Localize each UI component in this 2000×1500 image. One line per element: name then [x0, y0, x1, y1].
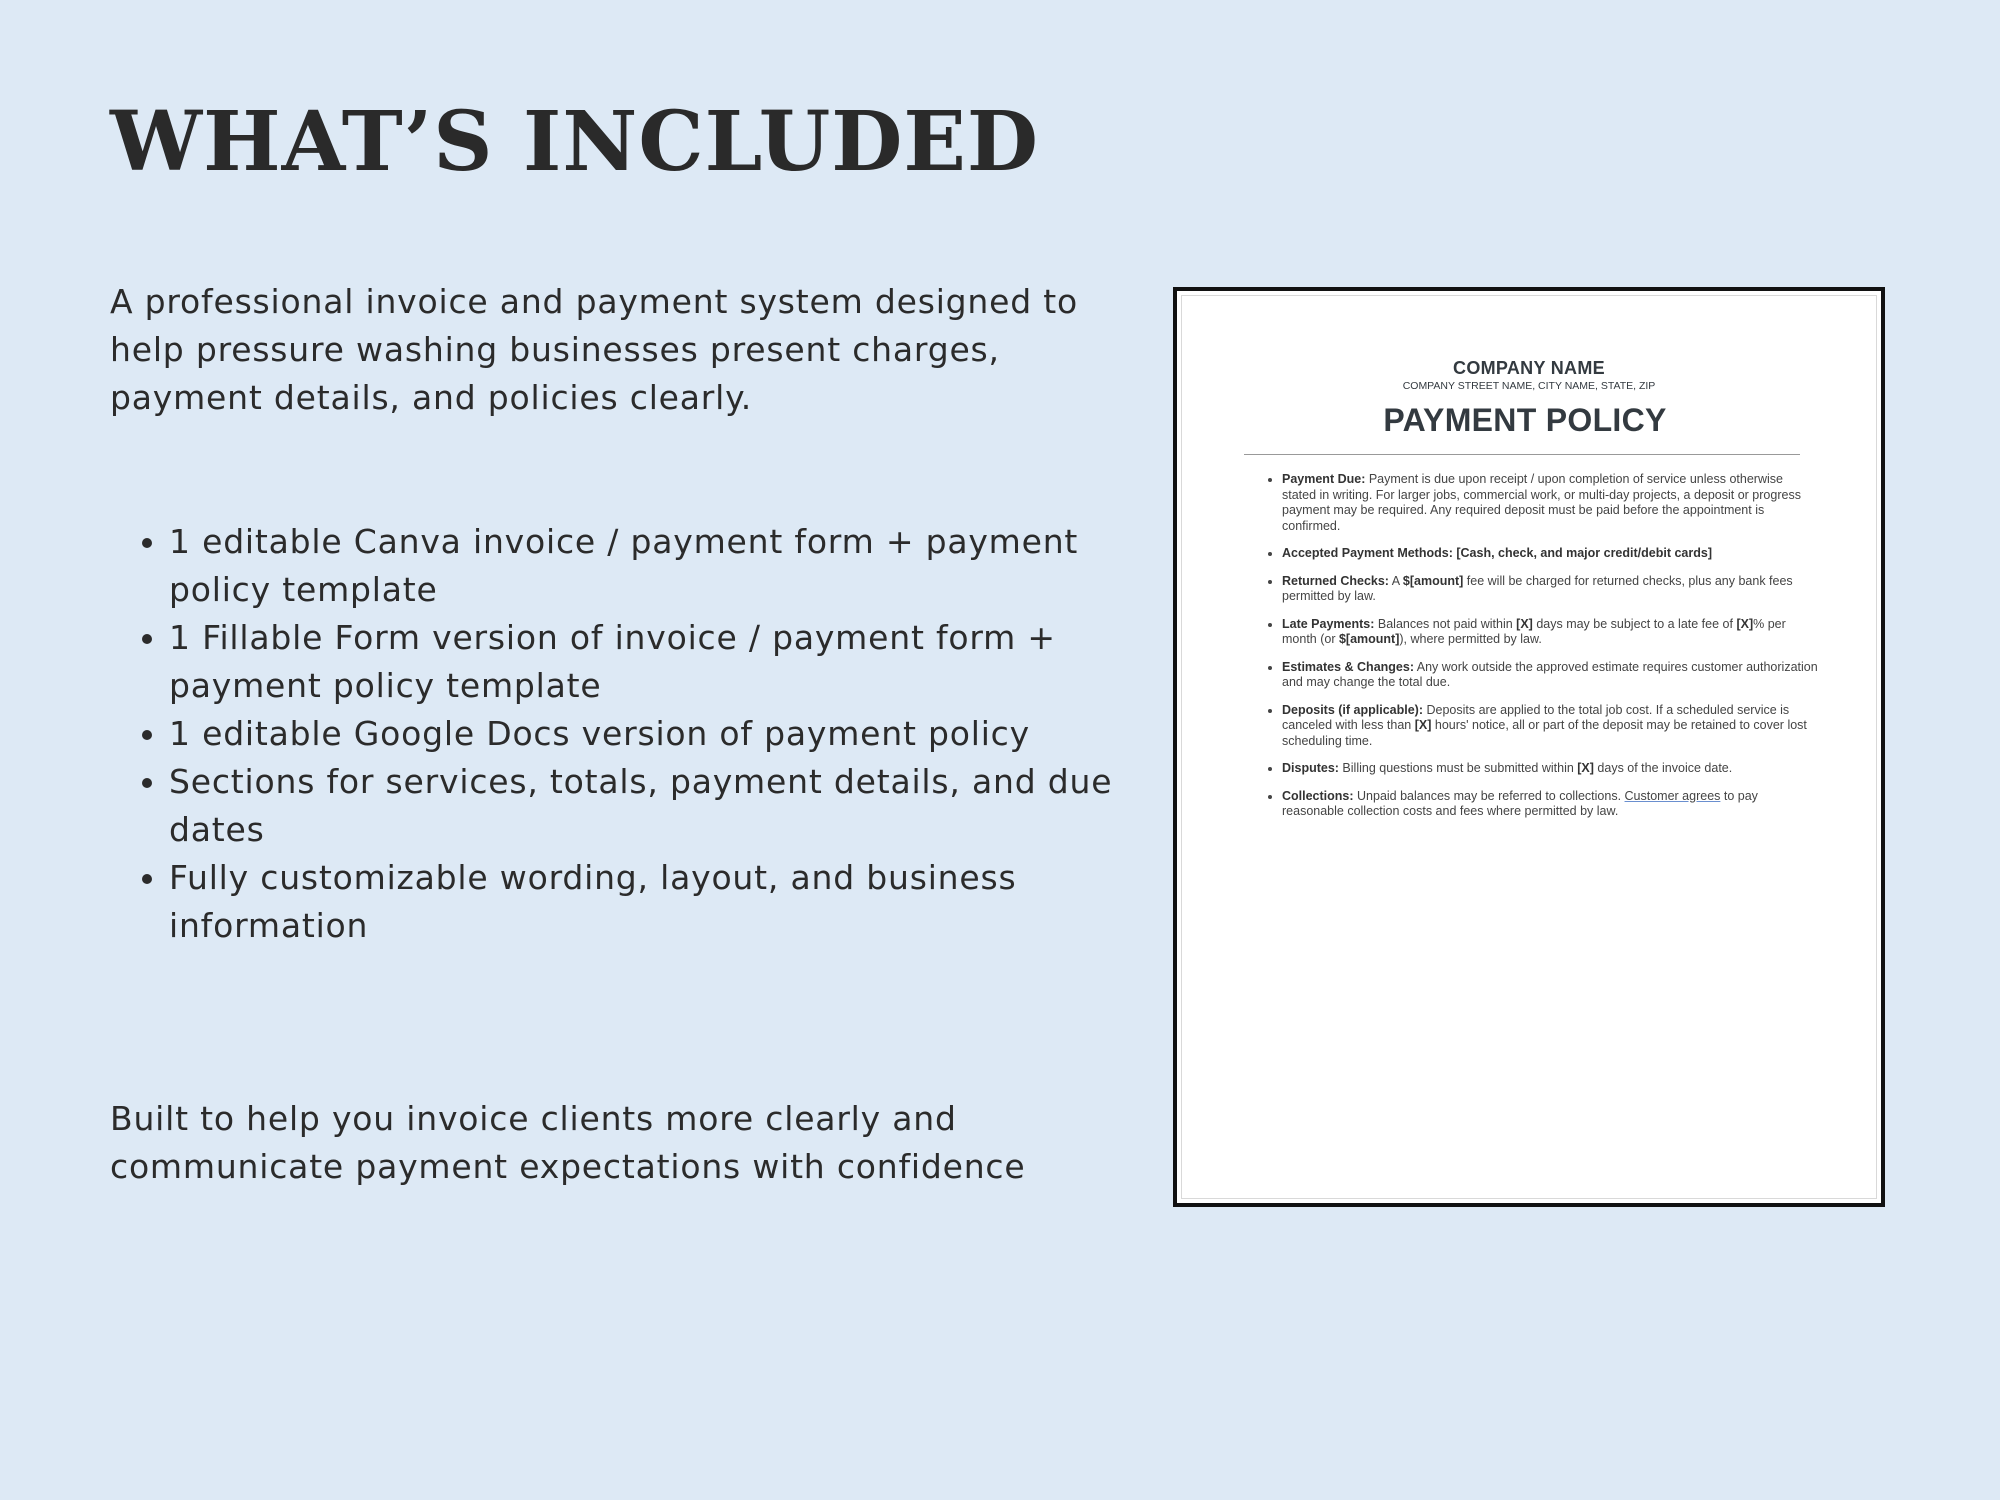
document-divider	[1244, 454, 1800, 455]
policy-label: Disputes:	[1282, 761, 1339, 775]
policy-item-returned-checks	[1282, 574, 1818, 605]
policy-label: Estimates & Changes:	[1282, 659, 1414, 674]
policy-text: to pay reasonable collection costs and fees where permitted by law.	[1282, 788, 1758, 818]
policy-text: Any work outside the approved estimate requires customer authorization and may change the total due.	[1282, 659, 1818, 689]
policy-placeholder: [X]	[1516, 616, 1533, 631]
document-company-name: COMPANY NAME	[1453, 358, 1605, 378]
policy-placeholder: $[amount]	[1402, 573, 1464, 588]
policy-text: % per month (or	[1282, 616, 1786, 646]
policy-item-collections	[1282, 789, 1818, 820]
policy-text: ), where permitted by law.	[1399, 632, 1542, 646]
policy-label: Deposits (if applicable):	[1282, 702, 1423, 717]
policy-list	[1244, 472, 1818, 832]
policy-text: Balances not paid within	[1374, 616, 1517, 631]
policy-item-payment-methods	[1282, 546, 1818, 562]
policy-text: days may be subject to a late fee of	[1532, 616, 1737, 631]
policy-text: fee will be charged for returned checks, plus any bank fees permitted by law.	[1282, 573, 1793, 603]
policy-text: Payment is due upon receipt / upon completion of service unless otherwise stated in writing. For larger jobs, commercial work, or multi-day projects, a deposit or progress payment may be required. Any required deposit must be paid before the appointment is confirmed.	[1282, 472, 1801, 533]
closing-paragraph: Built to help you invoice clients more clearly and communicate payment expectations with confidence	[110, 1099, 1026, 1186]
policy-item-estimates	[1282, 660, 1818, 691]
policy-text: days of the invoice date.	[1593, 761, 1733, 775]
document-preview	[1173, 287, 1885, 1207]
feature-item: • Fully customizable wording, layout, and business information	[169, 854, 1169, 950]
page-title: WHAT’S INCLUDED	[110, 94, 1040, 190]
policy-label: Payment Due:	[1282, 472, 1366, 486]
feature-item: • 1 editable Google Docs version of payment policy	[169, 710, 1169, 758]
policy-text: Billing questions must be submitted within	[1338, 761, 1578, 775]
policy-label: Accepted Payment Methods:	[1282, 546, 1453, 560]
document-title: PAYMENT POLICY	[1383, 402, 1667, 438]
policy-placeholder: [X]	[1414, 718, 1432, 732]
policy-text: Unpaid balances may be referred to collections.	[1353, 788, 1625, 803]
policy-placeholder: [X]	[1736, 616, 1754, 631]
policy-label: Collections:	[1282, 788, 1354, 803]
document-company-address: COMPANY STREET NAME, CITY NAME, STATE, ZIP	[1402, 380, 1656, 392]
policy-placeholder: [X]	[1577, 761, 1594, 775]
feature-item: • Sections for services, totals, payment details, and due dates	[169, 758, 1169, 854]
features-list	[110, 518, 1169, 950]
policy-placeholder: $[amount]	[1338, 632, 1400, 646]
policy-text: A	[1388, 573, 1403, 588]
policy-label: Late Payments:	[1282, 616, 1375, 631]
feature-item: • 1 editable Canva invoice / payment form + payment policy template	[169, 518, 1169, 614]
policy-item-late-payments	[1282, 617, 1818, 648]
document-page	[1181, 295, 1877, 1199]
feature-item: • 1 Fillable Form version of invoice / payment form + payment policy template	[169, 614, 1169, 710]
policy-value: [Cash, check, and major credit/debit cards]	[1452, 546, 1712, 560]
policy-underlined-text: Customer agrees	[1624, 788, 1721, 803]
policy-item-payment-due	[1282, 472, 1818, 534]
policy-text: hours' notice, all or part of the deposit may be retained to cover lost scheduling time.	[1282, 718, 1807, 748]
policy-text: Deposits are applied to the total job cost. If a scheduled service is canceled with less than	[1282, 702, 1790, 732]
policy-item-deposits	[1282, 703, 1818, 750]
policy-label: Returned Checks:	[1282, 573, 1389, 588]
intro-paragraph: A professional invoice and payment system designed to help pressure washing businesses present charges, payment details, and policies clearly.	[110, 282, 1079, 417]
policy-item-disputes	[1282, 761, 1818, 777]
